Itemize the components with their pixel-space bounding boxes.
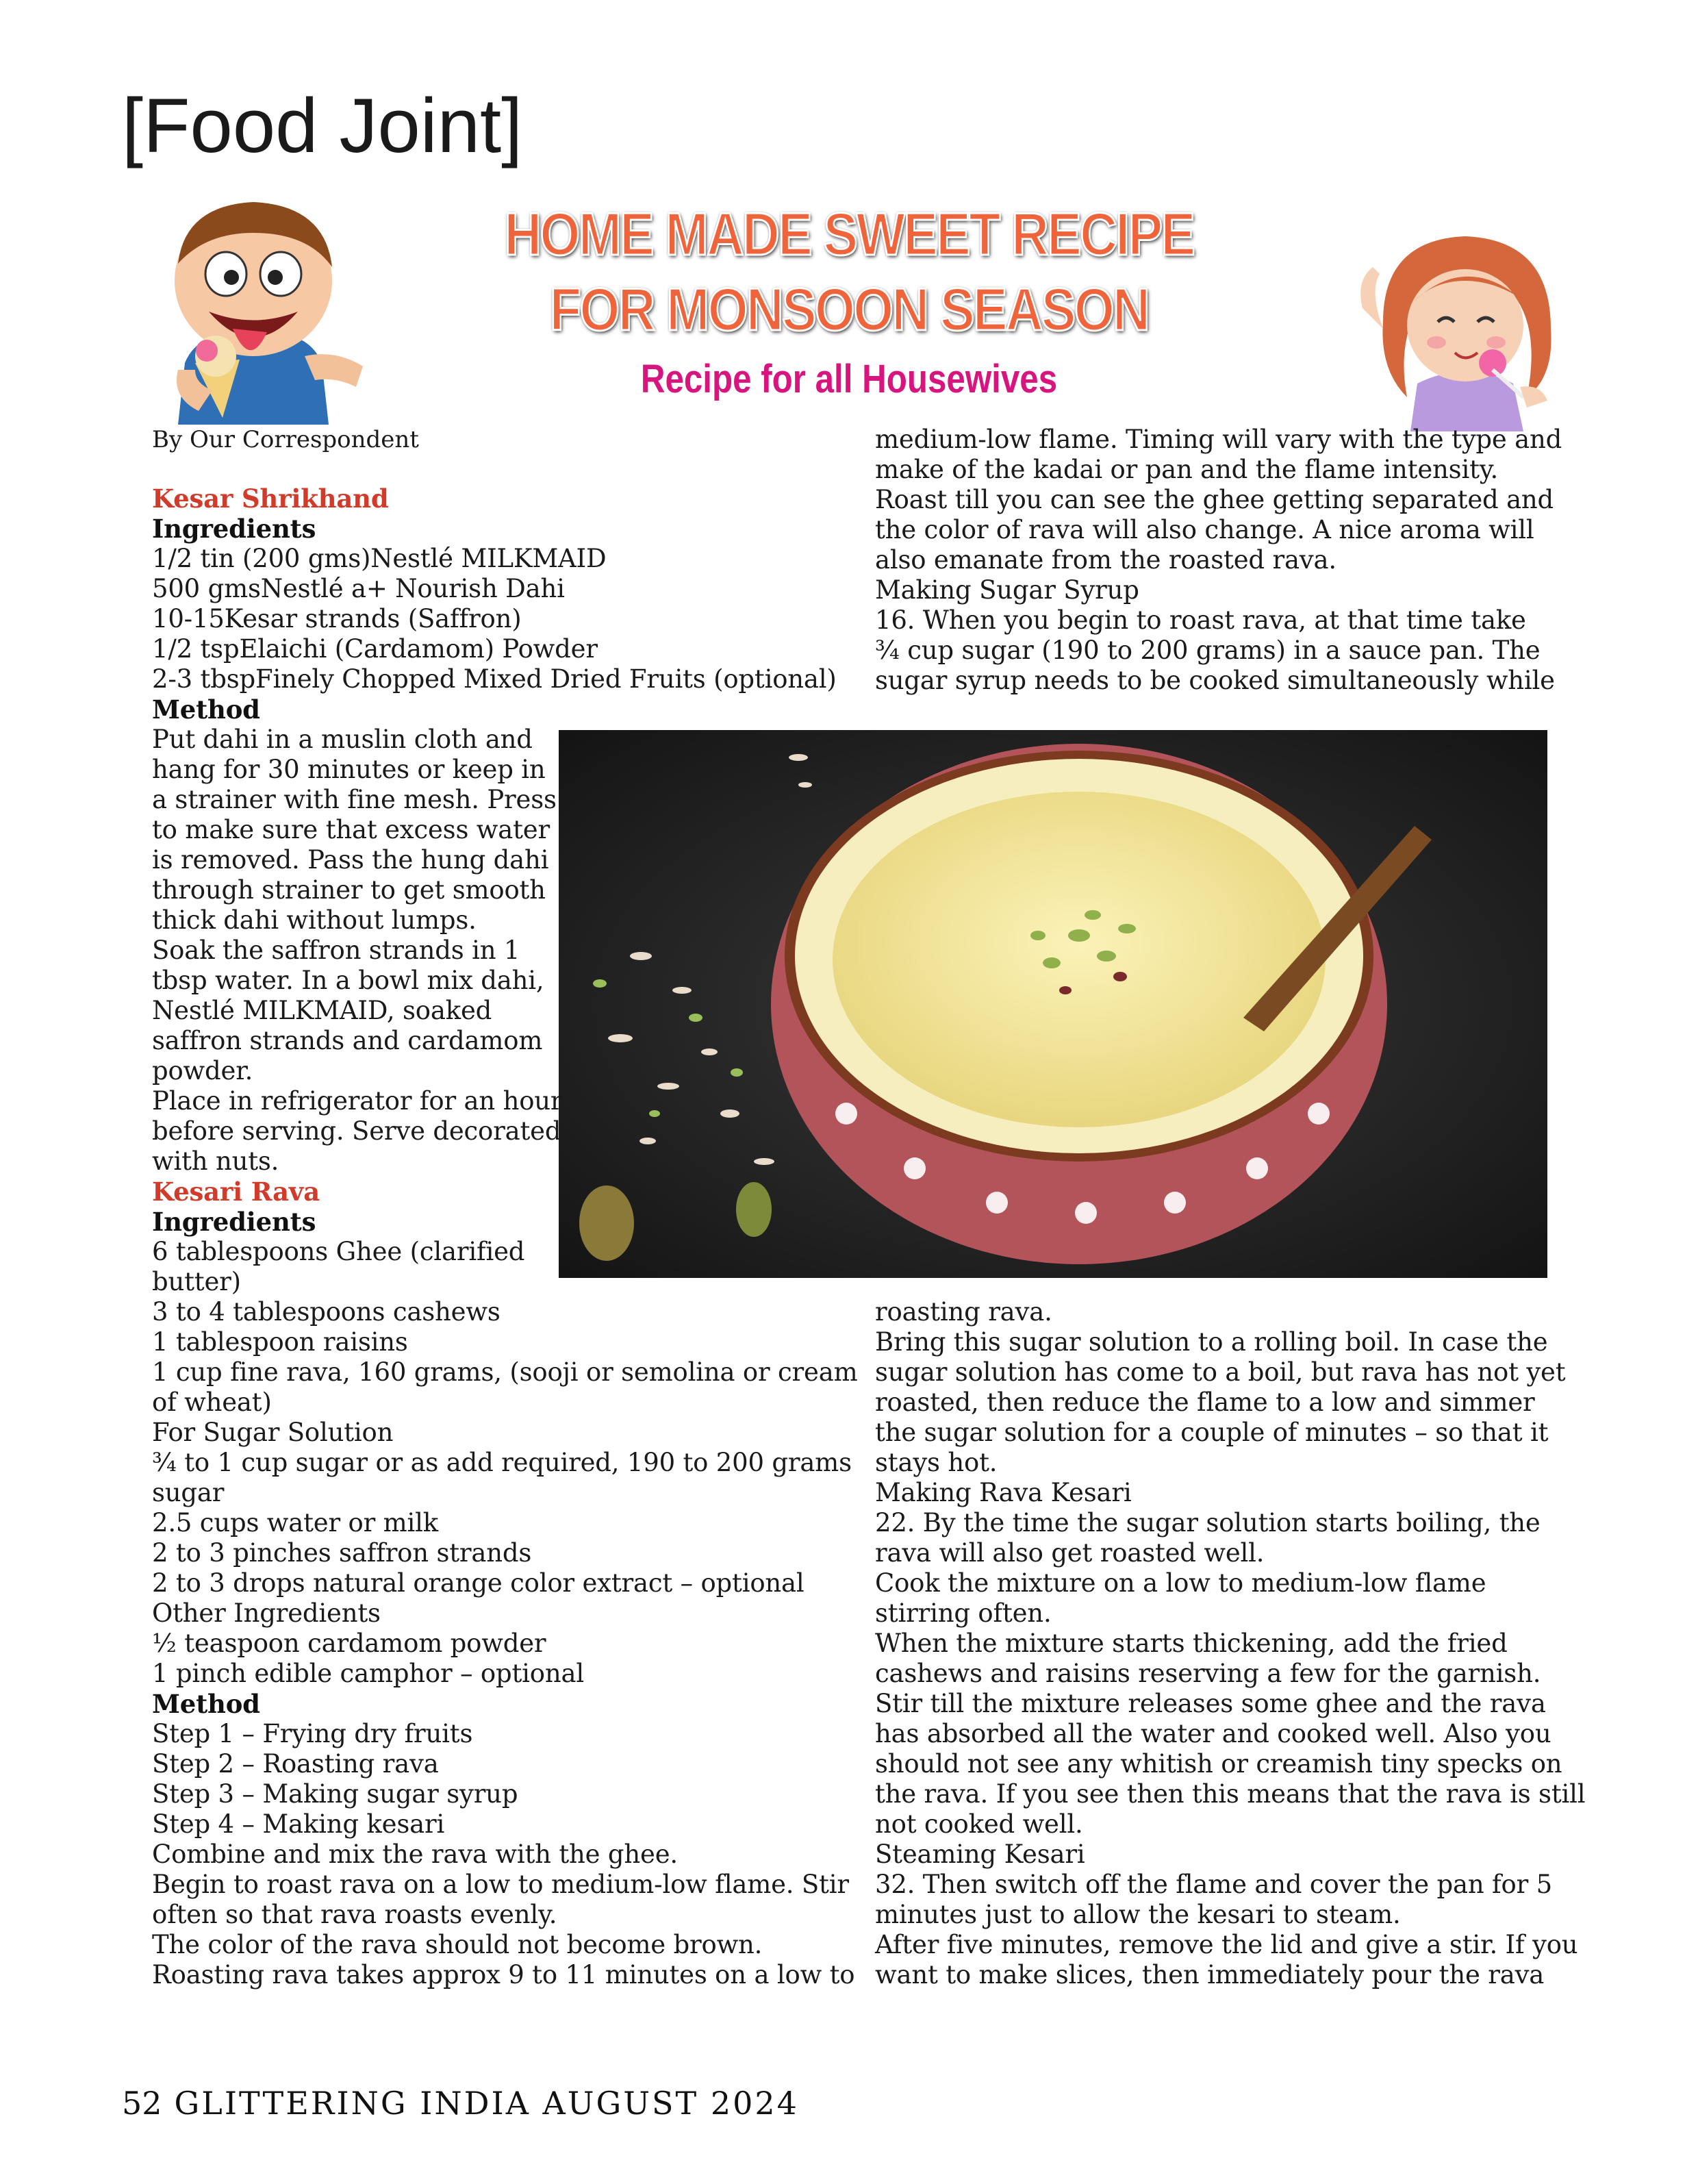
text-line: For Sugar Solution [152, 1418, 394, 1447]
text-line: Place in refrigerator for an hour [152, 1086, 563, 1116]
text-line: stays hot. [875, 1448, 998, 1477]
text-line: before serving. Serve decorated [152, 1116, 561, 1146]
section-heading: Method [152, 694, 260, 725]
text-line: Making Rava Kesari [875, 1478, 1132, 1507]
headline-line-1: HOME MADE SWEET RECIPE [504, 200, 1194, 268]
text-line: Step 3 – Making sugar syrup [152, 1779, 518, 1809]
text-line: 16. When you begin to roast rava, at that time take [875, 605, 1526, 635]
text-line: 1/2 tspElaichi (Cardamom) Powder [152, 634, 598, 664]
text-line: sugar solution has come to a boil, but rava has not yet [875, 1357, 1566, 1387]
text-line: 1 pinch edible camphor – optional [152, 1659, 584, 1688]
publication-title: GLITTERING INDIA AUGUST 2024 [174, 2085, 799, 2122]
text-line: Stir till the mixture releases some ghee and the rava [875, 1689, 1546, 1718]
text-line: the sugar solution for a couple of minutes – so that it [875, 1418, 1549, 1447]
text-line: tbsp water. In a bowl mix dahi, [152, 966, 544, 995]
text-line: the color of rava will also change. A nice aroma will [875, 515, 1534, 544]
text-line: 2.5 cups water or milk [152, 1508, 439, 1537]
text-line: 3 to 4 tablespoons cashews [152, 1297, 500, 1327]
text-line: 2 to 3 pinches saffron strands [152, 1538, 532, 1568]
text-line: Step 4 – Making kesari [152, 1809, 445, 1839]
shrikhand-bowl-photo [559, 730, 1547, 1278]
text-line: Roast till you can see the ghee getting separated and [875, 485, 1554, 514]
text-line: often so that rava roasts evenly. [152, 1900, 557, 1929]
text-line: 1 tablespoon raisins [152, 1327, 408, 1357]
section-heading: Ingredients [152, 1207, 316, 1237]
section-tag: [Food Joint] [122, 83, 523, 168]
text-line: 22. By the time the sugar solution starts boiling, the [875, 1508, 1541, 1537]
text-line: 500 gmsNestlé a+ Nourish Dahi [152, 574, 565, 603]
text-line: 1 cup fine rava, 160 grams, (sooji or semolina or cream [152, 1357, 858, 1387]
section-heading: Method [152, 1689, 260, 1719]
page-number: 52 [122, 2085, 162, 2122]
text-line: sugar syrup needs to be cooked simultaneously while [875, 666, 1555, 695]
text-line: Cook the mixture on a low to medium-low flame [875, 1568, 1486, 1598]
text-line: After five minutes, remove the lid and give a stir. If you [875, 1930, 1578, 1959]
text-line: should not see any whitish or creamish tiny specks on [875, 1749, 1562, 1779]
text-line: has absorbed all the water and cooked well. Also you [875, 1719, 1551, 1748]
text-line: thick dahi without lumps. [152, 905, 477, 935]
text-line: Steaming Kesari [875, 1840, 1085, 1869]
text-line: the rava. If you see then this means that the rava is still [875, 1779, 1586, 1809]
text-line: hang for 30 minutes or keep in [152, 755, 546, 784]
girl-eating-lollipop-illustration [1356, 226, 1575, 431]
text-line: ¾ cup sugar (190 to 200 grams) in a sauce pan. The [875, 636, 1541, 665]
text-line: 1/2 tin (200 gms)Nestlé MILKMAID [152, 544, 607, 573]
byline: By Our Correspondent [152, 426, 419, 453]
text-line: is removed. Pass the hung dahi [152, 845, 549, 875]
text-line: minutes just to allow the kesari to steam. [875, 1900, 1401, 1929]
text-line: Combine and mix the rava with the ghee. [152, 1840, 678, 1869]
text-line: not cooked well. [875, 1809, 1083, 1839]
text-line: Begin to roast rava on a low to medium-low flame. Stir [152, 1870, 849, 1899]
text-line: with nuts. [152, 1146, 279, 1176]
text-line: ½ teaspoon cardamom powder [152, 1629, 546, 1658]
text-line: Put dahi in a muslin cloth and [152, 725, 533, 754]
text-line: Other Ingredients [152, 1598, 381, 1628]
text-line: to make sure that excess water [152, 815, 550, 844]
text-line: powder. [152, 1056, 253, 1085]
text-line: make of the kadai or pan and the flame intensity. [875, 455, 1499, 484]
text-line: also emanate from the roasted rava. [875, 545, 1336, 575]
text-line: through strainer to get smooth [152, 875, 546, 905]
boy-eating-ice-cream-illustration [130, 192, 377, 425]
shrikhand-bowl-image [559, 730, 1547, 1278]
text-line: of wheat) [152, 1388, 272, 1417]
text-line: want to make slices, then immediately pour the rava [875, 1960, 1545, 1990]
text-line: Soak the saffron strands in 1 [152, 936, 520, 965]
text-line: roasting rava. [875, 1297, 1052, 1327]
text-line: saffron strands and cardamom [152, 1026, 543, 1055]
text-line: ¾ to 1 cup sugar or as add required, 190 to 200 grams [152, 1448, 852, 1477]
page-footer [122, 2085, 799, 2122]
text-line: Nestlé MILKMAID, soaked [152, 996, 492, 1025]
text-line: 6 tablespoons Ghee (clarified [152, 1237, 525, 1266]
text-line: Roasting rava takes approx 9 to 11 minutes on a low to [152, 1960, 855, 1990]
text-line: 10-15Kesar strands (Saffron) [152, 604, 522, 633]
text-line: Step 1 – Frying dry fruits [152, 1719, 473, 1748]
text-line: butter) [152, 1267, 241, 1296]
text-line: 2-3 tbspFinely Chopped Mixed Dried Fruits (optional) [152, 664, 837, 694]
text-line: stirring often. [875, 1598, 1052, 1628]
text-line: cashews and raisins reserving a few for the garnish. [875, 1659, 1541, 1688]
text-line: a strainer with fine mesh. Press [152, 785, 557, 814]
text-line: When the mixture starts thickening, add the fried [875, 1629, 1508, 1658]
recipe-title-kesar-shrikhand: Kesar Shrikhand [152, 484, 389, 514]
text-line: sugar [152, 1478, 225, 1507]
text-line: medium-low flame. Timing will vary with the type and [875, 425, 1562, 454]
text-line: roasted, then reduce the flame to a low and simmer [875, 1388, 1535, 1417]
text-line: Bring this sugar solution to a rolling boil. In case the [875, 1327, 1548, 1357]
text-line: The color of the rava should not become brown. [152, 1930, 763, 1959]
headline-line-2: FOR MONSOON SEASON [549, 275, 1149, 343]
text-line: Making Sugar Syrup [875, 575, 1139, 605]
text-line: Step 2 – Roasting rava [152, 1749, 439, 1779]
section-heading: Ingredients [152, 514, 316, 544]
text-line: 2 to 3 drops natural orange color extract – optional [152, 1568, 804, 1598]
recipe-title-kesari-rava: Kesari Rava [152, 1177, 320, 1207]
text-line: rava will also get roasted well. [875, 1538, 1265, 1568]
subheadline: Recipe for all Housewives [640, 357, 1058, 401]
text-line: 32. Then switch off the flame and cover the pan for 5 [875, 1870, 1553, 1899]
